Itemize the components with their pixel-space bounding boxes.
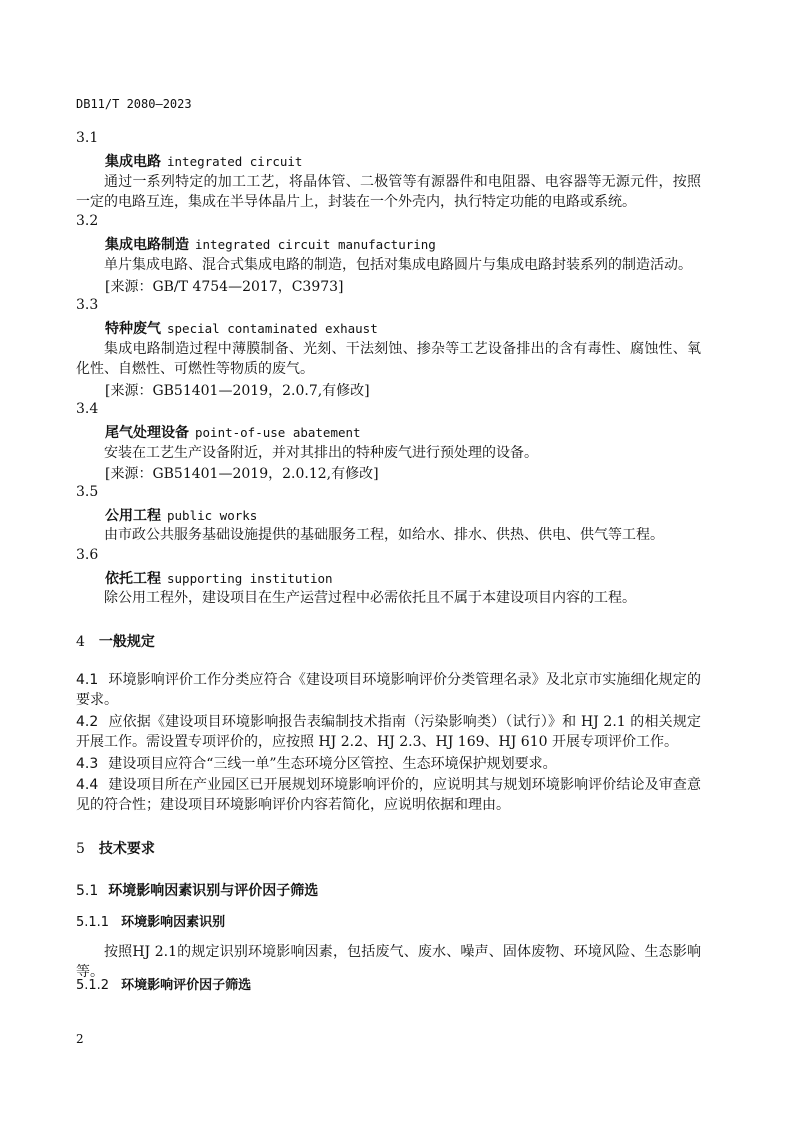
section-number: 5 bbox=[76, 841, 85, 857]
term-english: integrated circuit bbox=[167, 154, 303, 169]
term-chinese: 尾气处理设备 bbox=[105, 425, 189, 441]
term-chinese: 公用工程 bbox=[105, 508, 161, 524]
term-chinese: 集成电路 bbox=[105, 154, 161, 170]
clause-number: 4.4 bbox=[76, 777, 99, 793]
term-number: 3.4 bbox=[76, 401, 99, 417]
paragraph: 按照HJ 2.1的规定识别环境影响因素，包括废气、废水、噪声、固体废物、环境风险、生态影响等。 bbox=[76, 944, 701, 980]
term-title bbox=[105, 234, 436, 254]
term-number: 3.6 bbox=[76, 547, 99, 563]
section-heading bbox=[76, 838, 155, 858]
term-english: special contaminated exhaust bbox=[167, 321, 378, 336]
subsection-number: 5.1 bbox=[76, 883, 99, 899]
subsubsection-title: 环境影响因素识别 bbox=[121, 915, 226, 930]
clause bbox=[76, 775, 701, 815]
clause bbox=[76, 670, 701, 710]
section-number: 4 bbox=[76, 634, 85, 650]
subsubsection-title: 环境影响评价因子筛选 bbox=[121, 978, 252, 993]
clause-number: 4.2 bbox=[76, 714, 99, 730]
term-chinese: 特种废气 bbox=[105, 321, 161, 337]
term-title bbox=[105, 318, 378, 338]
clause-number: 4.1 bbox=[76, 672, 99, 688]
term-english: point-of-use abatement bbox=[195, 425, 361, 440]
subsubsection-heading bbox=[76, 974, 251, 993]
clause bbox=[76, 754, 701, 774]
term-number: 3.2 bbox=[76, 213, 99, 229]
term-source: [来源：GB51401—2019，2.0.12,有修改] bbox=[105, 466, 379, 482]
section-title: 技术要求 bbox=[98, 841, 155, 857]
section-heading bbox=[76, 631, 155, 651]
page-number: 2 bbox=[76, 1032, 84, 1046]
document-code: DB11/T 2080—2023 bbox=[76, 97, 192, 111]
term-english: supporting institution bbox=[167, 571, 333, 586]
subsubsection-heading bbox=[76, 911, 225, 930]
section-title: 一般规定 bbox=[98, 634, 155, 650]
term-title bbox=[105, 505, 257, 525]
subsection-title: 环境影响因素识别与评价因子筛选 bbox=[108, 883, 319, 899]
term-english: public works bbox=[167, 508, 258, 523]
term-chinese: 集成电路制造 bbox=[105, 237, 189, 253]
term-english: integrated circuit manufacturing bbox=[195, 237, 436, 252]
term-number: 3.3 bbox=[76, 297, 99, 313]
subsubsection-number: 5.1.1 bbox=[76, 915, 110, 930]
clause-text: 应依据《建设项目环境影响报告表编制技术指南（污染影响类）（试行）》和 HJ 2.1 的相关规定开展工作。需设置专项评价的，应按照 HJ 2.2、HJ 2.3、HJ 169、HJ 610 开展专项评价工作。 bbox=[76, 714, 701, 750]
clause-text: 环境影响评价工作分类应符合《建设项目环境影响评价分类管理名录》及北京市实施细化规定的要求。 bbox=[76, 672, 701, 708]
term-chinese: 依托工程 bbox=[105, 571, 161, 587]
term-definition: 单片集成电路、混合式集成电路的制造，包括对集成电路圆片与集成电路封装系列的制造活动。 bbox=[104, 257, 692, 273]
term-definition: 安装在工艺生产设备附近，并对其排出的特种废气进行预处理的设备。 bbox=[104, 445, 538, 461]
term-source: [来源：GB51401—2019，2.0.7,有修改] bbox=[105, 383, 370, 399]
term-title bbox=[105, 568, 333, 588]
clause bbox=[76, 712, 701, 752]
subsection-heading bbox=[76, 880, 318, 900]
term-definition: 由市政公共服务基础设施提供的基础服务工程，如给水、排水、供热、供电、供气等工程。 bbox=[104, 527, 664, 543]
term-number: 3.5 bbox=[76, 484, 99, 500]
term-definition: 除公用工程外，建设项目在生产运营过程中必需依托且不属于本建设项目内容的工程。 bbox=[104, 590, 636, 606]
term-definition: 通过一系列特定的加工工艺，将晶体管、二极管等有源器件和电阻器、电容器等无源元件，按照一定的电路互连，集成在半导体晶片上，封装在一个外壳内，执行特定功能的电路或系统。 bbox=[76, 174, 701, 210]
term-number: 3.1 bbox=[76, 130, 99, 146]
term-definition: 集成电路制造过程中薄膜制备、光刻、干法刻蚀、掺杂等工艺设备排出的含有毒性、腐蚀性、氧化性、自燃性、可燃性等物质的废气。 bbox=[76, 341, 701, 377]
term-title bbox=[105, 151, 302, 171]
clause-text: 建设项目应符合“三线一单”生态环境分区管控、生态环境保护规划要求。 bbox=[108, 756, 557, 772]
term-title bbox=[105, 422, 361, 442]
clause-number: 4.3 bbox=[76, 756, 99, 772]
subsubsection-number: 5.1.2 bbox=[76, 978, 110, 993]
clause-text: 建设项目所在产业园区已开展规划环境影响评价的，应说明其与规划环境影响评价结论及审查意见的符合性；建设项目环境影响评价内容若简化，应说明依据和理由。 bbox=[76, 777, 701, 813]
term-source: [来源：GB/T 4754—2017，C3973] bbox=[105, 279, 344, 295]
